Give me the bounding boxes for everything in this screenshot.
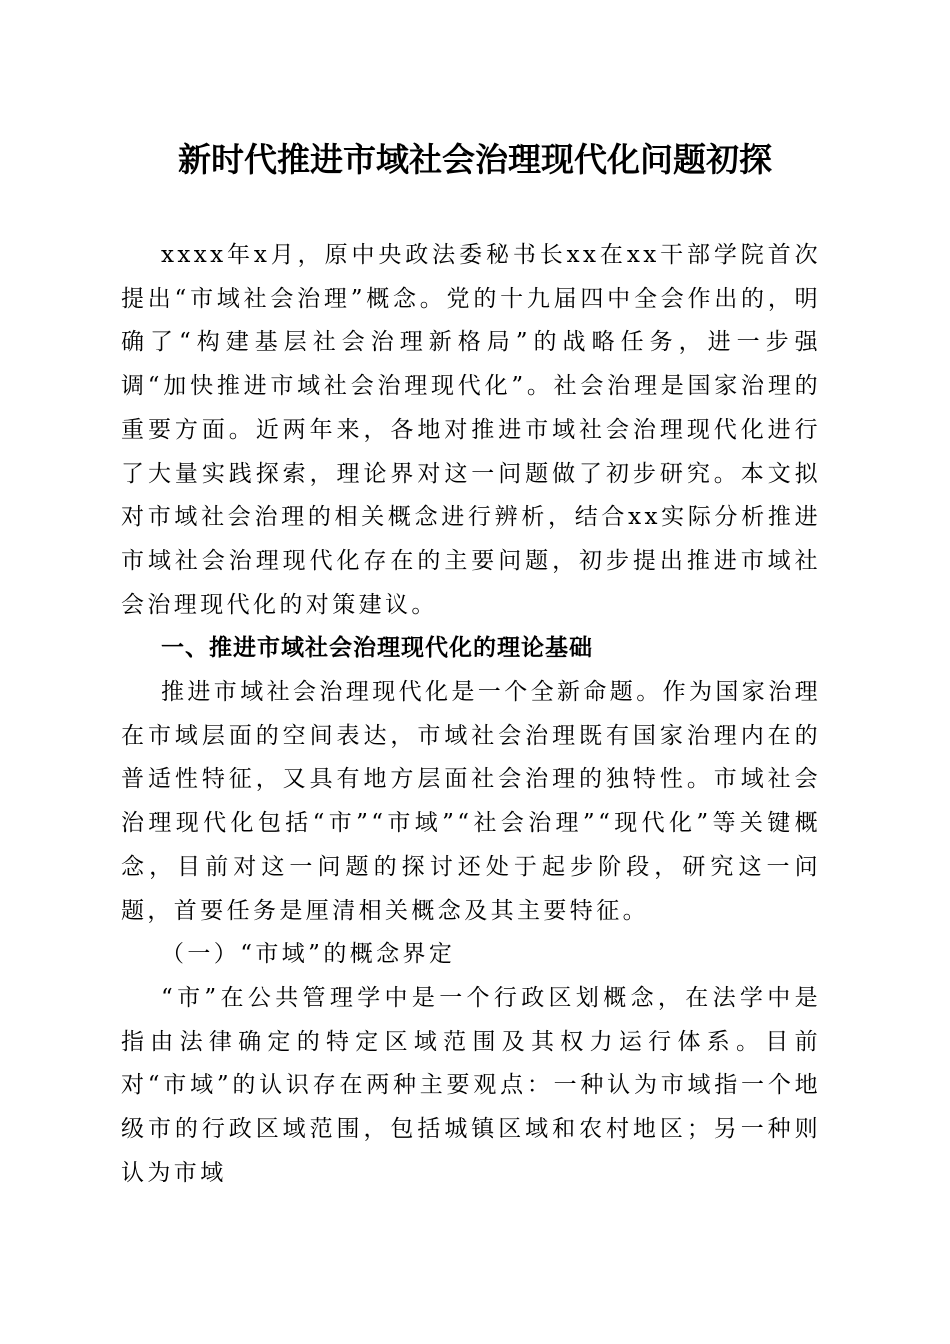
paragraph-theory: 推进市域社会治理现代化是一个全新命题。作为国家治理在市域层面的空间表达，市域社会治理既有国家治理内在的普适性特征，又具有地方层面社会治理的独特性。市域社会治理现代化包括“市”“市域”“社会治理”“现代化”等关键概念，目前对这一问题的探讨还处于起步阶段，研究这一问题，首要任务是厘清相关概念及其主要特征。 bbox=[121, 679, 821, 924]
section-heading-1: 一、推进市域社会治理现代化的理论基础 bbox=[161, 635, 593, 662]
paragraph-intro: xxxx年x月，原中央政法委秘书长xx在xx干部学院首次提出“市域社会治理”概念。党的十九届四中全会作出的，明确了“构建基层社会治理新格局”的战略任务，进一步强调“加快推进市域社会治理现代化”。社会治理是国家治理的重要方面。近两年来，各地对推进市域社会治理现代化进行了大量实践探索，理论界对这一问题做了初步研究。本文拟对市域社会治理的相关概念进行辨析，结合xx实际分析推进市域社会治理现代化存在的主要问题，初步提出推进市域社会治理现代化的对策建议。 bbox=[121, 242, 821, 618]
subsection-heading-1: （一）“市域”的概念界定 bbox=[161, 941, 456, 968]
document-title: 新时代推进市域社会治理现代化问题初探 bbox=[178, 140, 772, 179]
paragraph-city-definition: “市”在公共管理学中是一个行政区划概念，在法学中是指由法律确定的特定区域范围及其权力运行体系。目前对“市域”的认识存在两种主要观点：一种认为市域指一个地级市的行政区域范围，包括城镇区域和农村地区；另一种则认为市域 bbox=[121, 984, 821, 1186]
document-body bbox=[121, 234, 821, 1195]
